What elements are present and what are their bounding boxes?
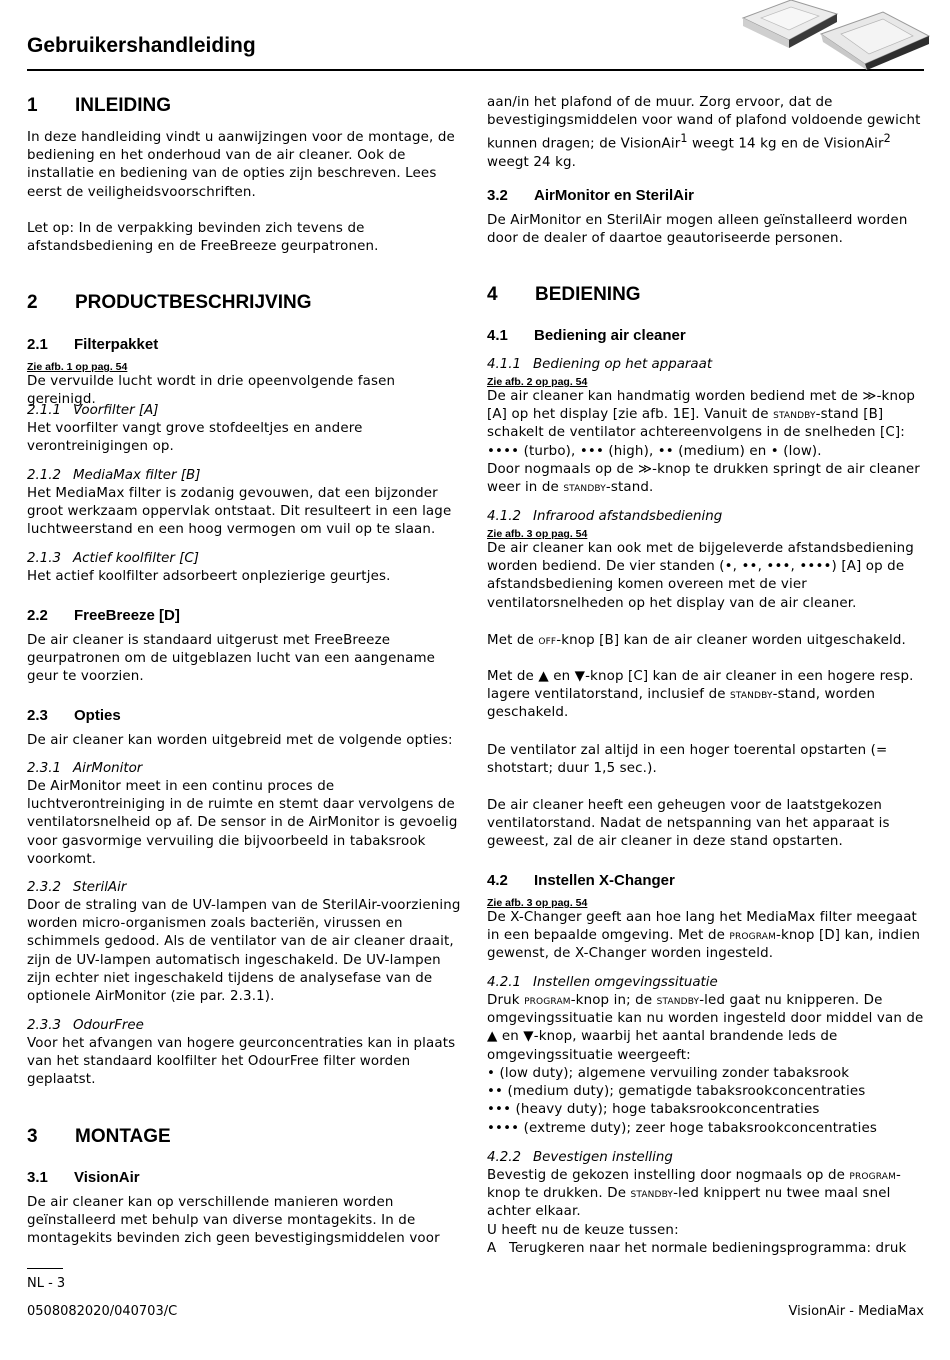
list-item: •• (medium duty); gematigde tabaksrookconcentraties [487,1084,866,1100]
section-4-2-1-text: Druk program-knop in; de standby-led gaat nu knipperen. De omgevingssituatie kan nu worden ingesteld door middel van de ▲ en ▼-knop, waarbij het aantal brandende leds de omgevingssituatie weergeeft: [487,993,924,1063]
off-button-text: Met de off-knop [B] kan de air cleaner worden uitgeschakeld. [487,633,906,648]
section-4-2-2-heading [487,1149,927,1167]
section-title: Instellen X-Changer [534,872,675,889]
section-title: Bevestigen instelling [533,1150,673,1165]
section-title: PRODUCTBESCHRIJVING [75,292,312,313]
section-3-1-heading [27,1169,467,1186]
section-title: FreeBreeze [D] [74,607,180,624]
section-2-1-text: De vervuilde lucht wordt in drie opeenvolgende fasen gereinigd. [27,374,396,408]
product-photo [733,0,930,70]
section-2-3-2-text: Door de straling van de UV-lampen van de SterilAir-voorziening worden micro-organismen zoals bacteriën, virussen en schimmels gedood. Als de ventilator van de air cleaner draait, zijn de UV-lampen automatisch ingeschakeld. De UV-lampen zijn echter niet ingeschakeld tijdens de analysefase van de optionele AirMonitor (zie par. 2.3.1). [27,898,461,1005]
section-title: Opties [74,707,121,724]
figure-reference: Zie afb. 3 op pag. 54 [487,897,588,909]
section-number: 3 [27,1126,38,1147]
section-4-1-2-text: De air cleaner kan ook met de bijgeleverde afstandsbediening worden bediend. De vier standen (•, ••, •••, ••••) [A] op de afstandsbediening komen overeen met de vier ventilatorsnelheden op het display van de air cleaner. [487,541,914,611]
figure-reference: Zie afb. 3 op pag. 54 [487,528,588,540]
section-number: 4.2.2 [487,1150,522,1165]
section-title: Infrarood afstandsbediening [533,509,723,524]
section-3-2-heading [487,187,927,204]
section-2-3-heading [27,707,467,724]
section-number: 4.1.2 [487,509,522,524]
section-2-3-1-heading [27,760,467,778]
section-title: Bediening air cleaner [534,327,686,344]
product-name: VisionAir - MediaMax [788,1304,924,1319]
intro-paragraph: In deze handleiding vindt u aanwijzingen voor de montage, de bediening en het onderhoud van de air cleaner. Ook de installatie en bediening van de opties zijn beschreven. Lees eerst de veiligheidsvoorschriften. [27,130,455,200]
section-4-2-text: De X-Changer geeft aan hoe lang het MediaMax filter meegaat in een bepaalde omgeving. Met de program-knop [D] kan, indien gewenst, de X-Changer worden ingesteld. [487,910,921,962]
section-title: VisionAir [74,1169,140,1186]
memory-text: De air cleaner heeft een geheugen voor de laatstgekozen ventilatorstand. Nadat de netspanning van het apparaat is geweest, zal de air cleaner in deze stand opstarten. [487,798,890,850]
section-2-1-2-text: Het MediaMax filter is zodanig gevouwen, dat een bijzonder groot werkzaam oppervlak ontstaat. Dit resulteert in een lage luchtweerstand en een hoog vermogen om vuil op te slaan. [27,486,452,538]
section-3-heading [27,1126,467,1148]
section-number: 3.1 [27,1169,48,1186]
section-4-2-2-text: Bevestig de gekozen instelling door nogmaals op de program-knop te drukken. De standby-led knippert nu twee maal snel achter elkaar. [487,1168,902,1220]
section-title: MediaMax filter [B] [73,468,201,483]
section-number: 1 [27,95,38,116]
section-2-1-heading [27,336,467,353]
section-number: 4.1 [487,327,508,344]
option-a: A Terugkeren naar het normale bedieningsprogramma: druk [487,1241,907,1256]
section-2-1-1-heading [27,402,467,420]
section-2-2-text: De air cleaner is standaard uitgerust met FreeBreeze geurpatronen om de uitgeblazen lucht van een aangename geur te voorzien. [27,633,436,685]
section-3-1-text: De air cleaner kan op verschillende manieren worden geïnstalleerd met behulp van diverse montagekits. In de montagekits bevinden zich geen bevestigingsmiddelen voor [27,1195,440,1247]
section-title: AirMonitor [73,761,143,776]
section-2-1-3-text: Het actief koolfilter adsorbeert onplezierige geurtjes. [27,569,391,584]
intro-note: Let op: In de verpakking bevinden zich tevens de afstandsbediening en de FreeBreeze geurpatronen. [27,221,379,255]
section-title: Filterpakket [74,336,159,353]
section-number: 4.1.1 [487,357,522,372]
section-4-1-1-heading [487,356,927,374]
section-title: MONTAGE [75,1126,171,1147]
section-title: BEDIENING [535,284,641,305]
section-title: Actief koolfilter [C] [73,551,199,566]
section-number: 2 [27,292,38,313]
section-2-1-1-text: Het voorfilter vangt grove stofdeeltjes en andere verontreinigingen op. [27,421,363,455]
duty-list [487,1065,927,1138]
document-code: 0508082020/040703/C [27,1304,178,1319]
section-title: AirMonitor en SterilAir [534,187,695,204]
footer-rule [27,1268,63,1269]
list-item: • (low duty); algemene vervuiling zonder tabaksrook [487,1066,850,1081]
section-2-3-3-text: Voor het afvangen van hogere geurconcentraties kan in plaats van het standaard koolfilter het OdourFree filter worden geplaatst. [27,1036,456,1088]
section-2-3-text: De air cleaner kan worden uitgebreid met de volgende opties: [27,733,453,748]
section-4-heading [487,284,927,306]
figure-reference: Zie afb. 2 op pag. 54 [487,376,588,388]
choice-intro: U heeft nu de keuze tussen: [487,1223,679,1238]
section-2-2-heading [27,607,467,624]
section-2-heading [27,292,467,314]
section-1-heading [27,95,467,117]
section-title: INLEIDING [75,95,172,116]
shotstart-text: De ventilator zal altijd in een hoger toerental opstarten (= shotstart; duur 1,5 sec.). [487,743,888,777]
section-number: 2.3.1 [27,761,62,776]
section-title: Instellen omgevingssituatie [533,975,718,990]
section-4-2-1-heading [487,974,927,992]
section-number: 2.1.3 [27,551,62,566]
section-3-2-text: De AirMonitor en SterilAir mogen alleen geïnstalleerd worden door de dealer of daartoe geautoriseerde personen. [487,213,908,247]
page-header-title: Gebruikershandleiding [27,34,256,57]
section-title: Bediening op het apparaat [533,357,713,372]
section-number: 4.2.1 [487,975,522,990]
section-2-3-2-heading [27,879,467,897]
list-item: •••• (extreme duty); zeer hoge tabaksrookconcentraties [487,1120,877,1136]
section-number: 4 [487,284,498,305]
section-3-1-continued: aan/in het plafond of de muur. Zorg ervoor, dat de bevestigingsmiddelen voor wand of plafond voldoende gewicht kunnen dragen; de VisionAir$^1$ weegt 14 kg en de VisionAir$^2$ weegt 24 kg. [487,95,921,171]
page-number: NL - 3 [27,1276,66,1291]
section-number: 2.3.3 [27,1018,62,1033]
section-2-1-3-heading [27,550,467,568]
section-title: OdourFree [73,1018,144,1033]
section-4-2-heading [487,872,927,889]
list-item: ••• (heavy duty); hoge tabaksrookconcentraties [487,1102,820,1118]
section-2-3-1-text: De AirMonitor meet in een continu proces de luchtverontreiniging in de ruimte en stemt daar vervolgens de ventilatorsnelheid op af. De sensor in de AirMonitor is gevoelig voor gasvormige vervuiling die bijvoorbeeld in tabaksrook voorkomt. [27,779,458,867]
section-title: SterilAir [73,880,127,895]
section-4-1-1-text: De air cleaner kan handmatig worden bediend met de ≫-knop [A] op het display [zie afb. 1E]. Vanuit de standby-stand [B] schakelt de ventilator achtereenvolgens in de snelheden [C]: •••• (turbo), ••• (high), •• (medium) en • (low). Door nogmaals op de ≫-knop te drukken springt de air cleaner weer in de standby-stand. [487,389,920,496]
section-number: 2.3 [27,707,48,724]
section-number: 4.2 [487,872,508,889]
section-number: 2.2 [27,607,48,624]
section-number: 2.1 [27,336,48,353]
section-4-1-2-heading [487,508,927,526]
arrow-buttons-text: Met de ▲ en ▼-knop [C] kan de air cleaner in een hogere resp. lagere ventilatorstand, inclusief de standby-stand, worden geschakeld. [487,669,914,721]
section-title: Voorfilter [A] [73,403,159,418]
section-2-3-3-heading [27,1017,467,1035]
section-number: 3.2 [487,187,508,204]
section-number: 2.1.1 [27,403,62,418]
section-number: 2.1.2 [27,468,62,483]
section-number: 2.3.2 [27,880,62,895]
section-4-1-heading [487,327,927,344]
figure-reference: Zie afb. 1 op pag. 54 [27,361,128,373]
section-2-1-2-heading [27,467,467,485]
